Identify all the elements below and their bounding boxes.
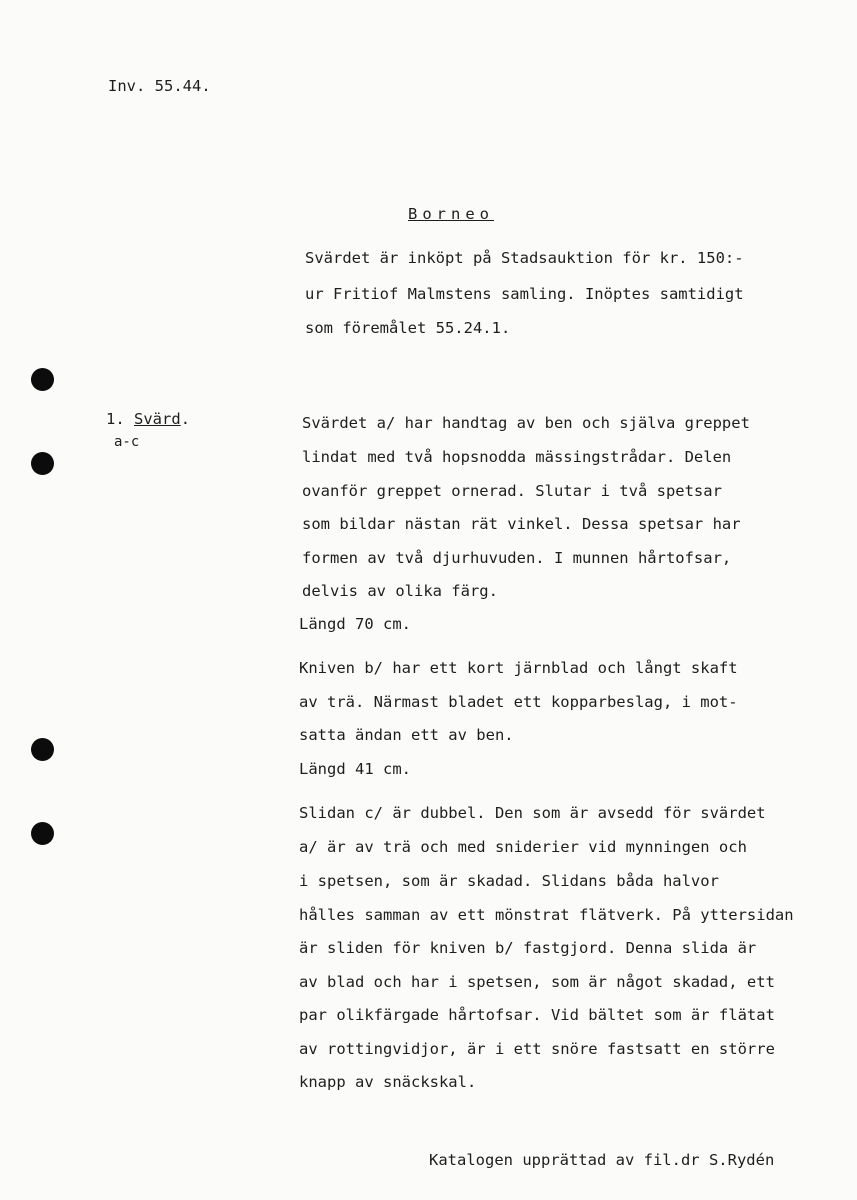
text-line: par olikfärgade hårtofsar. Vid bältet som är flätat	[299, 1006, 775, 1024]
text-line: av rottingvidjor, är i ett snöre fastsatt en större	[299, 1040, 775, 1058]
text-line: Längd 70 cm.	[299, 615, 411, 633]
text-line: av blad och har i spetsen, som är något skadad, ett	[299, 973, 775, 991]
text-line: ovanför greppet ornerad. Slutar i två spetsar	[302, 482, 722, 500]
item-name-suffix: .	[180, 410, 191, 428]
text-line: satta ändan ett av ben.	[299, 726, 514, 744]
punch-hole	[31, 822, 54, 845]
text-line: som bildar nästan rät vinkel. Dessa spetsar har	[302, 515, 741, 533]
text-line: Svärdet a/ har handtag av ben och själva greppet	[302, 414, 750, 432]
text-line: av trä. Närmast bladet ett kopparbeslag, i mot-	[299, 693, 738, 711]
text-line: lindat med två hopsnodda mässingstrådar. Delen	[302, 448, 732, 466]
item-number: 1.	[106, 410, 125, 428]
text-line: Slidan c/ är dubbel. Den som är avsedd för svärdet	[299, 804, 766, 822]
item-label	[106, 409, 190, 429]
text-line: är sliden för kniven b/ fastgjord. Denna slida är	[299, 939, 757, 957]
punch-hole	[31, 368, 54, 391]
intro-line: ur Fritiof Malmstens samling. Inöptes samtidigt	[305, 285, 744, 303]
inventory-number: Inv. 55.44.	[108, 77, 211, 95]
catalog-signature: Katalogen upprättad av fil.dr S.Rydén	[429, 1151, 775, 1169]
intro-line: Svärdet är inköpt på Stadsauktion för kr. 150:-	[305, 249, 744, 267]
item-subletters: a-c	[114, 434, 140, 450]
text-line: hålles samman av ett mönstrat flätverk. På yttersidan	[299, 906, 794, 924]
text-line: Längd 41 cm.	[299, 760, 411, 778]
text-line: i spetsen, som är skadad. Slidans båda halvor	[299, 872, 719, 890]
text-line: delvis av olika färg.	[302, 582, 498, 600]
punch-hole	[31, 738, 54, 761]
text-line: a/ är av trä och med sniderier vid mynningen och	[299, 838, 747, 856]
heading-borneo: Borneo	[408, 205, 494, 223]
text-line: Kniven b/ har ett kort järnblad och långt skaft	[299, 659, 738, 677]
text-line: formen av två djurhuvuden. I munnen hårtofsar,	[302, 549, 732, 567]
text-line: knapp av snäckskal.	[299, 1073, 477, 1091]
punch-hole	[31, 452, 54, 475]
intro-line: som föremålet 55.24.1.	[305, 319, 511, 337]
item-name: Svärd	[134, 410, 181, 428]
